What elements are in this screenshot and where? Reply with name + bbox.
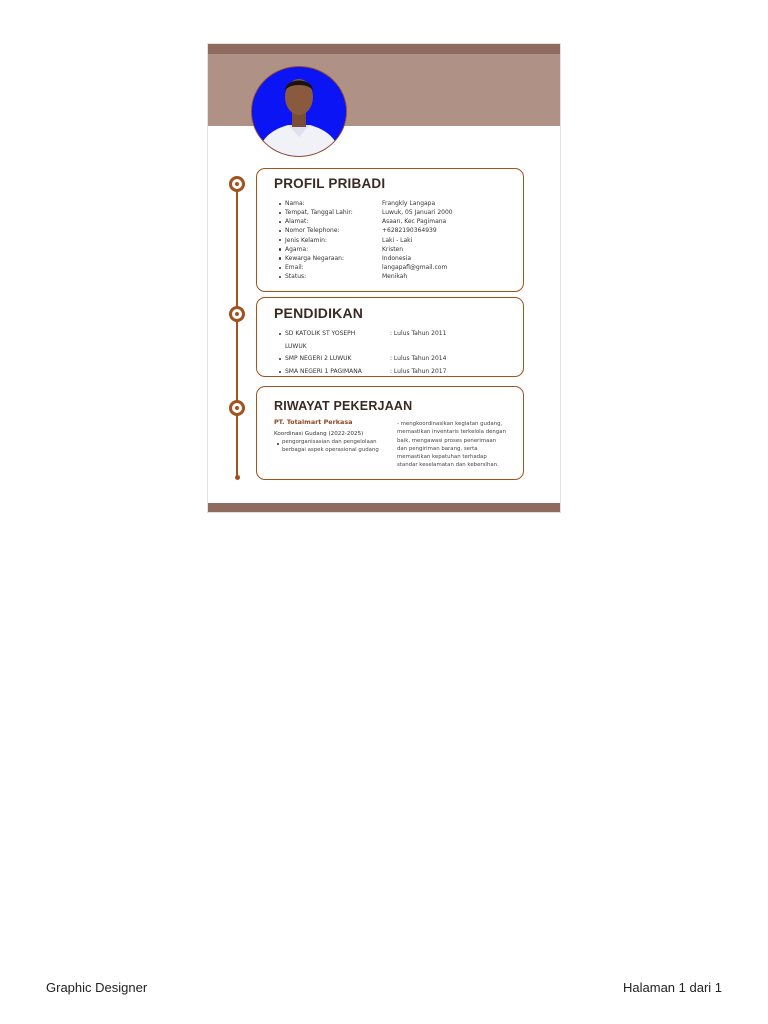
- profile-label: Agama:: [285, 245, 309, 253]
- education-year: : Lulus Tahun 2017: [390, 368, 447, 375]
- education-bullet: [279, 358, 281, 360]
- work-position: Koordinasi Gudang (2022-2025): [274, 431, 364, 437]
- profile-value: Luwuk, 05 Januari 2000: [382, 209, 453, 217]
- profile-bullet: [279, 212, 281, 214]
- profile-bullet: [279, 239, 281, 241]
- cv-page: [208, 44, 560, 512]
- timeline-dot-work: [229, 400, 245, 416]
- work-company: PT. Totalmart Perkasa: [274, 418, 353, 426]
- work-left-line: pengorganisasian dan pengelolaan: [282, 439, 377, 445]
- profile-bullet: [279, 276, 281, 278]
- education-section: [256, 297, 524, 377]
- education-school: SD KATOLIK ST YOSEPH: [285, 330, 356, 337]
- education-year: : Lulus Tahun 2011: [390, 330, 447, 337]
- profile-value: Frangkly Langapa: [382, 200, 436, 207]
- education-year: : Lulus Tahun 2014: [390, 355, 447, 362]
- work-right-line: memastikan inventaris terkelola dengan: [397, 429, 506, 436]
- work-section: [256, 386, 524, 480]
- profile-bullet: [279, 248, 281, 250]
- profile-label: Tempat, Tanggal Lahir:: [285, 209, 353, 217]
- education-bullet: [279, 333, 281, 335]
- profile-label: Kewarga Negaraan:: [285, 254, 344, 262]
- profile-label: Alamat:: [285, 218, 309, 226]
- profile-bullet: [279, 221, 281, 223]
- education-school: SMA NEGERI 1 PAGIMANA: [285, 368, 362, 375]
- profile-value: Menikah: [382, 273, 408, 281]
- profile-value: Indonesia: [382, 254, 412, 262]
- profile-section: [256, 168, 524, 292]
- footer-page-indicator: Halaman 1 dari 1: [623, 980, 722, 995]
- profile-bullet: [279, 203, 281, 205]
- profile-bullet: [279, 230, 281, 232]
- profile-value: langapafl@gmail.com: [382, 264, 448, 272]
- education-bullet: [279, 371, 281, 373]
- work-right-text: [397, 420, 522, 470]
- work-left-text: [282, 438, 400, 455]
- profile-label: Status:: [285, 273, 307, 281]
- timeline-line: [236, 184, 238, 478]
- section-title-work: RIWAYAT PEKERJAAN: [274, 399, 413, 413]
- profile-value: Kristen: [382, 245, 404, 253]
- work-left-line: berbagai aspek operasional gudang: [282, 447, 379, 454]
- footer-band: [208, 503, 560, 512]
- work-bullet: [277, 443, 279, 445]
- footer-document-title: Graphic Designer: [46, 980, 148, 995]
- work-right-line: - mengkoordinasikan kegiatan gudang,: [397, 421, 503, 427]
- profile-photo: [251, 66, 347, 157]
- section-title-profile: PROFIL PRIBADI: [274, 176, 386, 191]
- profile-bullet: [279, 267, 281, 269]
- work-right-line: dan pengiriman barang, serta: [397, 445, 478, 452]
- timeline-dot-profile: [229, 176, 245, 192]
- work-right-line: memastikan kepatuhan terhadap: [397, 454, 487, 461]
- profile-label: Nomor Telephone:: [285, 227, 340, 235]
- profile-bullet: [279, 257, 281, 259]
- timeline-dot-education: [229, 306, 245, 322]
- work-right-line: standar keselamatan dan kebersihan.: [397, 462, 499, 469]
- profile-value: Laki - Laki: [382, 236, 413, 244]
- profile-label: Jenis Kelamin:: [285, 236, 327, 244]
- education-school: SMP NEGERI 2 LUWUK: [285, 355, 352, 362]
- work-right-line: baik, mengawasi proses penerimaan: [397, 437, 497, 444]
- profile-label: Nama:: [285, 200, 305, 207]
- profile-label: Email:: [285, 264, 304, 272]
- education-school-cont: LUWUK: [285, 343, 307, 350]
- profile-value: +6282190364939: [382, 227, 437, 235]
- timeline-end-dot: [235, 475, 240, 480]
- section-title-education: PENDIDIKAN: [274, 305, 364, 321]
- profile-value: Asaan, Kec Pagimana: [382, 218, 447, 226]
- header-band-top: [208, 44, 560, 54]
